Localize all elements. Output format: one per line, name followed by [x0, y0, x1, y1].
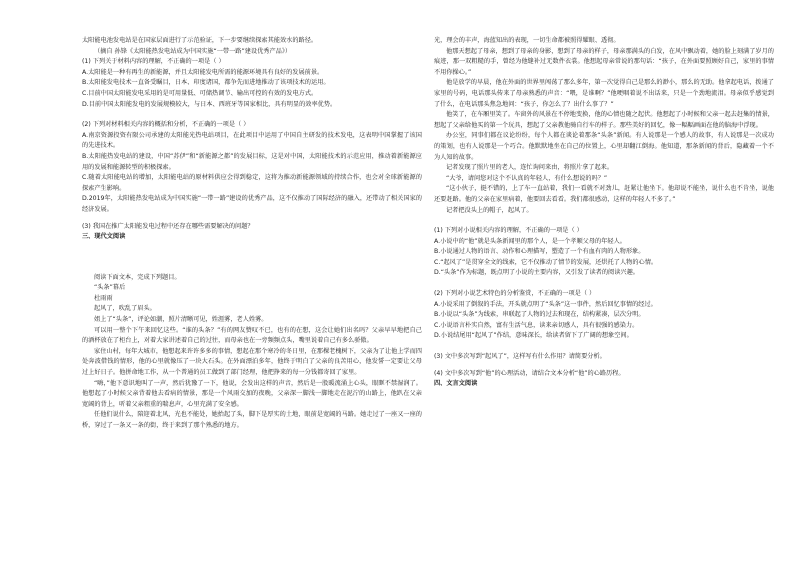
answer-option: D.目前中国太阳能发电的发展规模较大，与日本、西班牙等国家相比，具有明显的效率优势。	[82, 100, 337, 108]
section-heading: 四、文言文阅读	[434, 380, 478, 388]
passage-paragraph: 太阳能电池发电站是在国家层面进行了示范验证，下一步要继续探索其能效水的路径。	[82, 37, 318, 44]
answer-option: B.太阳能发电技术一直备受瞩目，日本、印度诸国，都争先而进地推动了该项技术的运用。	[82, 79, 330, 87]
story-paragraph: 他笑了，在车厢里笑了。车窗外的风景在不停地变换，他的心情也随之起伏。他想起了小时候和父亲一起去赶集的情景，想起了父亲给他买的第一个玩具，想起了父亲教他骑自行车的样子。那些美好的回忆，像一幅幅画面在他的脑海中浮现。	[434, 111, 774, 129]
answer-option: D.小说结尾用“起风了”作结，意味深长，给读者留下了广阔的想象空间。	[434, 332, 633, 340]
story-paragraph: 任他们说什么，陪迎着北风，光也不能处，她抬起了头，脚下是厚实的土地，眼前是宽阔的马路。她走过了一座又一座的桥，穿过了一条又一条的街，终于来到了那个熟悉的地方。	[82, 411, 422, 429]
answer-option: A.太阳能是一种有再生的新能源，并且太阳能发电所需的能源环境具有良好的发展前景。	[82, 68, 324, 76]
question-stem: (1) 下列关于材料内容的理解，不正确的一项是（ ）	[82, 58, 225, 66]
question-stem: (1) 下列对小说相关内容的理解，不正确的一项是（ ）	[434, 227, 583, 235]
question-stem: (2) 下列对小说艺术特色的分析鉴赏，不正确的一项是（ ）	[434, 290, 596, 298]
answer-option: C.随着太阳能电站的增加，太阳能电站的原材料供应会得到稳定，这将为推动新能源领域的持续合作，也会对全球新能源的探索产生影响。	[82, 174, 422, 192]
question-stem: (3) 我国在推广太阳能发电过程中还存在哪些需要解决的问题？	[82, 222, 254, 230]
answer-option: A.小说采用了倒叙的手法，开头就点明了“头条”这一事件，然后回忆事情的经过。	[434, 300, 657, 308]
story-paragraph: “这小伙子，挺不错的，上了车一直站着，我们一看就不对劲儿，赶紧让他坐下。他却说不能坐，说什么也不肯坐，说他还要赶路。他的父亲在家里病着，他要回去看看。我们都很感动，这样的年轻人不多了。”	[434, 185, 774, 203]
story-paragraph: “大爷，请问您对这个不认真的年轻人，有什么想说的吗？”	[446, 174, 608, 182]
story-paragraph: 姐上了“头条”，评论如潮，照片清晰可见，姓涯雾，老人姓雾。	[94, 316, 268, 324]
answer-option: D.“头条”作为标题，既点明了小说的主要内容，又引发了读者的阅读兴趣。	[434, 269, 639, 277]
right-column	[434, 36, 774, 390]
story-paragraph: 办公室，同事们都在议论纷纷，每个人都在谈论着那条“头条”新闻。有人说那是一个感人的故事，有人说那是一次成功的策划，也有人说那是一个巧合。他默默地坐在自己的位置上，心里却翻江倒海。他知道，那条新闻的背后，隐藏着一个不为人知的故事。	[434, 132, 774, 161]
story-paragraph: 记者把没头上的帽子，起风了。	[446, 206, 533, 214]
answer-option: A.小说中的“他”就是头条新闻里的那个人，是一个孝顺父母的年轻人。	[434, 237, 626, 245]
answer-option: B.太阳能热发电站的建设，中国“苏伊”和“新能源之都”的发展目标，这是对中国，太阳能技术的示范应用，推动着新能源应用的发展和能源转型的积极探索。	[82, 152, 422, 171]
story-paragraph: 记者发现了照片里的老人，连忙询问来由，将照片拿了起来。	[446, 164, 614, 172]
source-citation: （摘自 孙锋《太阳能热发电站成为中国实施“一带一路”建设优秀产品》）	[94, 47, 292, 55]
story-paragraph: 他那天想起了母亲，想到了母亲的身影，想到了母亲的样子，母亲那满头的白发，在风中飘动着，她的脸上刻满了岁月的痕迹，那一双粗糙的手，曾经为他缝补过无数件衣裳。他想起母亲常说的那句话：“孩子，在外面要照顾好自己，家里的事情不用你操心。”	[434, 47, 774, 76]
left-column	[82, 36, 422, 432]
story-paragraph: 他是放学的早晨，他在外面的世界里闯荡了那么多年，第一次觉得自己是那么的渺小，那么的无助。他拿起电话，拨通了家里的号码，电话那头传来了母亲熟悉的声音：“喂，是谁啊？”他哽咽着说不出话来，只是一个劲地流泪。母亲似乎感觉到了什么，在电话那头焦急地问：“孩子，你怎么了？出什么事了？”	[434, 79, 774, 108]
story-author: 杜雨雨	[94, 294, 113, 302]
story-paragraph: 光，理会的丰声，海蓝知出的表现，一切生命都被照得耀眼、透彻。	[434, 37, 620, 44]
section-heading: 三、现代文阅读	[82, 233, 126, 241]
answer-option: C.“起风了”是贯穿全文的线索，它不仅推动了情节的发展，还烘托了人物的心情。	[434, 258, 658, 266]
answer-option: C.小说语言朴实自然，富有生活气息，读来亲切感人，具有很强的感染力。	[434, 321, 639, 329]
question-stem: (4) 文中多次写到“他”的心理活动，请结合文本分析“他”的心路历程。	[434, 369, 625, 377]
answer-option: C.目前中国太阳能发电采用的是可用量低、可储热调节、输出可控的有效的发电方式。	[82, 89, 318, 97]
answer-option: D.2019年，太阳能热发电站成为中国实施“一带一路”建设的优秀产品，这不仅推动了国际经济的融入，还带动了相关国家的经济发展。	[82, 195, 422, 213]
question-stem: (3) 文中多次写到“起风了”，这样写有什么作用？请简要分析。	[434, 353, 606, 361]
answer-option: A.南京资源投资有限公司承建的太阳能光热电站项目，在此项目中运用了中国自主研发的技术发电，这表明中国掌握了该国的先进技术。	[82, 131, 422, 150]
story-paragraph: 可以用一整个下午来回忆这些。“谁的头条？”有的网友赞叹不已，也有的在想，这会让她们出名吗？父亲早早地把自己的酒杯放在了柜台上，对着大家讲述着自己的过往，而母亲也在一旁频频点头，嘴里说着自己有多么骄傲。	[82, 326, 422, 345]
reading-instruction: 阅读下面文本，完成下列题目。	[94, 273, 181, 281]
question-stem: (2) 下列对材料相关内容的概括和分析，不正确的一项是（ ）	[82, 121, 250, 129]
answer-option: B.小说以“头条”为线索，串联起了人物的过去和现在，结构紧凑，层次分明。	[434, 311, 645, 319]
story-paragraph: 起风了，吹乱了眉头。	[94, 305, 156, 313]
story-title: “头条”幕后	[94, 284, 126, 292]
answer-option: B.小说通过人物的语言、动作和心理描写，塑造了一个有血有肉的人物形象。	[434, 248, 645, 256]
story-paragraph: “嗨，”他下意识地叫了一声，然后犹豫了一下，他说，会发出这样的声音，然后是一股暖流涌上心头，眼眶不禁湿润了。他想起了小时候父亲背着他去看病的情景，那是一个风雨交加的夜晚，父亲深一脚浅一脚地走在泥泞的山路上，他趴在父亲宽阔的背上，听着父亲粗重的喘息声，心里充满了安全感。	[82, 379, 422, 408]
story-paragraph: 家住山村，每年大城市，他想起来许许多多的事情，想起在那个寒冷的冬日里，在那棵老槐树下，父亲为了让他上学而四处奔波借钱的情形，他的心里就像压了一块大石头。在外面漂泊多年，他终于明白了父亲的良苦用心，他发誓一定要让父母过上好日子。他拼命地工作，从一个普通的员工做到了部门经理，他把挣来的每一分钱都寄回了家里。	[82, 347, 422, 377]
